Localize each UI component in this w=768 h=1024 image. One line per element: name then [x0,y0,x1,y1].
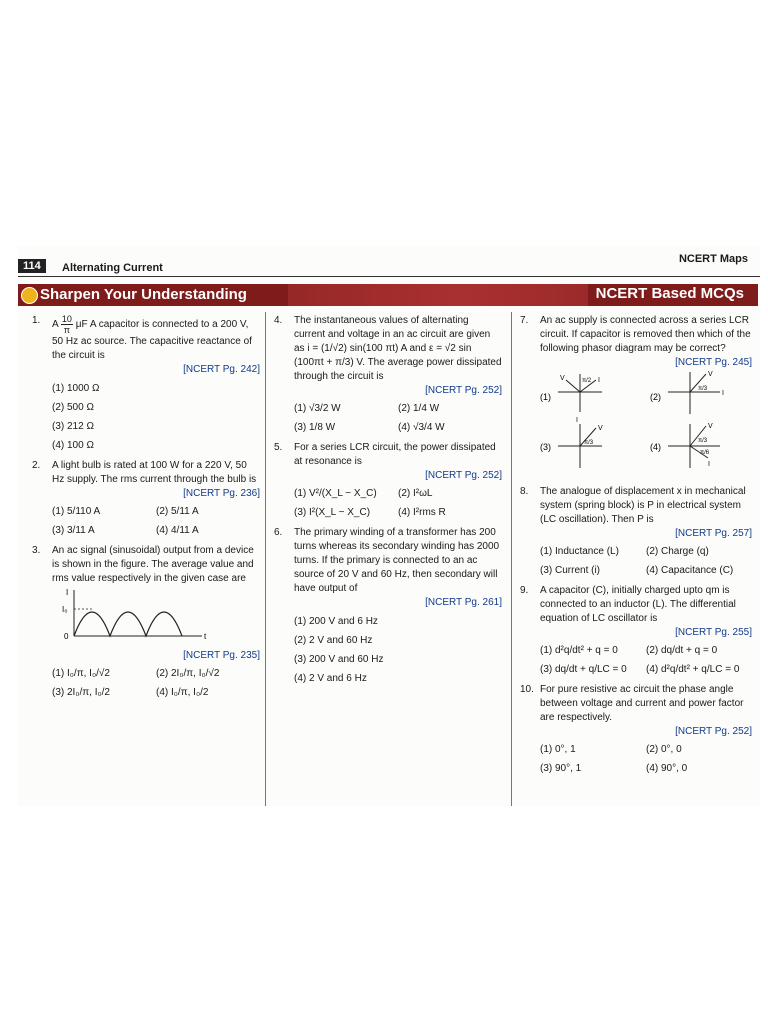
ncert-ref: [NCERT Pg. 252] [425,385,502,396]
options: (1) 0°, 1 (2) 0°, 0 (3) 90°, 1 (4) 90°, 0 [540,744,688,774]
phasor-diagrams [540,370,752,474]
ncert-ref: [NCERT Pg. 257] [675,528,752,539]
svg-text:(4): (4) [650,442,661,452]
svg-text:V: V [598,425,603,432]
question-text: A light bulb is rated at 100 W for a 220 V, 50 Hz supply. The rms current through the bulb is [52,460,257,485]
question-9: 9. A capacitor (C), initially charged upto qm is connected to an inductor (L). The differential equation of LC oscillator is [NCERT Pg. 255] (1) d²q/dt² + q = 0 (2) dq/dt + q = 0 (3) dq/dt + q/LC = 0 (4) d²q/dt² + q/LC = 0 [520,585,752,675]
svg-text:I₀: I₀ [62,605,68,614]
svg-text:I: I [708,461,710,468]
question-7: 7. An ac supply is connected across a series LCR circuit. If capacitor is removed then which of the following phasor diagram may be correct? [NCERT Pg. 245] (1) V I π/2 (2) V I π/3 (3) V I π/3 (4) V I π/3 π/6 [520,314,752,479]
question-3: 3. An ac signal (sinusoidal) output from a device is shown in the figure. The average value and rms value respectively in the given case are I I₀ 0 t [NCERT Pg. 235] (1) I₀/π, I₀/√2 (2) 2I₀/π, I₀/√2 (3) 2I₀/π, I₀/2 (4) I₀/π, I₀/2 [32,545,260,698]
column-divider [511,312,512,806]
q1-cap-prefix: A [52,319,61,331]
page-number: 114 [18,259,46,273]
question-6: 6. The primary winding of a transformer has 200 turns whereas its secondary winding has 2000 turns. If the primary is connected to an ac source of 20 V and 60 Hz, then secondary will have output of [NCERT Pg. 261] (1) 200 V and 6 Hz (2) 2 V and 60 Hz (3) 200 V and 60 Hz (4) 2 V and 6 Hz [274,527,502,684]
svg-text:I: I [598,377,600,384]
svg-text:V: V [560,375,565,382]
svg-text:π/3: π/3 [698,386,708,392]
options: (1) I₀/π, I₀/√2 (2) 2I₀/π, I₀/√2 (3) 2I₀/π, I₀/2 (4) I₀/π, I₀/2 [52,668,220,698]
svg-text:π/3: π/3 [584,440,594,446]
column-1 [32,314,260,706]
book-page [18,246,760,806]
svg-text:(3): (3) [540,442,551,452]
question-text: A capacitor is connected to a 200 V, 50 Hz ac source. The capacitive reactance of the circuit is [52,319,252,361]
question-text: The analogue of displacement x in mechanical system (spring block) is P in electrical system (LC oscillation). Then P is [540,486,746,525]
svg-text:V: V [708,371,713,378]
question-text: An ac signal (sinusoidal) output from a device is shown in the figure. The average value and rms value respectively in the given case are [52,545,254,584]
question-text: The instantaneous values of alternating current and voltage in an ac circuit are given as i = (1/√2) sin(100 πt) A and ε = √2 sin (100πt + π/3) V. The average power dissipated through the circuit is [294,315,502,382]
question-8: 8. The analogue of displacement x in mechanical system (spring block) is P in electrical system (LC oscillation). Then P is [NCERT Pg. 257] (1) Inductance (L) (2) Charge (q) (3) Current (i) (4) Capacitance (C) [520,486,752,576]
svg-text:(1): (1) [540,392,551,402]
svg-text:V: V [708,423,713,430]
question-text: An ac supply is connected across a series LCR circuit. If capacitor is removed then which of the following phasor diagram may be correct? [540,315,751,354]
ncert-ref: [NCERT Pg. 252] [425,470,502,481]
svg-text:π/3: π/3 [698,438,708,444]
svg-text:I: I [722,390,724,397]
question-1: 1. A $\frac{10}{\pi}$ μF A capacitor is connected to a 200 V, 50 Hz ac source. The capacitive reactance of the circuit is [NCERT Pg. 242] (1) 1000 Ω (2) 500 Ω (3) 212 Ω (4) 100 Ω [32,314,260,451]
svg-text:t: t [204,632,207,641]
header-rule [18,276,760,277]
question-4: 4. The instantaneous values of alternating current and voltage in an ac circuit are given as i = (1/√2) sin(100 πt) A and ε = √2 sin (100πt + π/3) V. The average power dissipated through the circuit is [NCERT Pg. 252] (1) √3/2 W (2) 1/4 W (3) 1/8 W (4) √3/4 W [274,315,502,433]
ncert-ref: [NCERT Pg. 252] [675,726,752,737]
options: (1) 5/110 A (2) 5/11 A (3) 3/11 A (4) 4/11 A [52,506,199,536]
running-title: NCERT Maps [678,253,748,265]
q1-cap-fraction: $\frac{10}{\pi}$ [61,314,72,335]
svg-text:(2): (2) [650,392,661,402]
section-banner [18,284,758,306]
chapter-title: Alternating Current [62,262,163,274]
ncert-ref: [NCERT Pg. 235] [183,650,260,661]
banner-left-title: Sharpen Your Understanding [40,286,247,303]
svg-text:π/6: π/6 [700,450,710,456]
question-text: For pure resistive ac circuit the phase angle between voltage and current and power factor are respectively. [540,684,744,723]
column-2 [274,314,502,692]
svg-text:I: I [576,417,578,424]
question-text: For a series LCR circuit, the power dissipated at resonance is [294,442,496,467]
ncert-ref: [NCERT Pg. 261] [425,597,502,608]
options: (1) Inductance (L) (2) Charge (q) (3) Current (i) (4) Capacitance (C) [540,546,734,576]
question-10: 10. For pure resistive ac circuit the phase angle between voltage and current and power factor are respectively. [NCERT Pg. 252] (1) 0°, 1 (2) 0°, 0 (3) 90°, 1 (4) 90°, 0 [520,684,752,774]
ncert-ref: [NCERT Pg. 245] [675,357,752,368]
bulb-icon [21,287,38,304]
question-2: 2. A light bulb is rated at 100 W for a 220 V, 50 Hz supply. The rms current through the bulb is [NCERT Pg. 236] (1) 5/110 A (2) 5/11 A (3) 3/11 A (4) 4/11 A [32,460,260,536]
ac-signal-figure [52,586,212,644]
svg-text:0: 0 [64,632,69,641]
ncert-ref: [NCERT Pg. 242] [183,364,260,375]
column-3 [520,314,752,782]
svg-text:π/2: π/2 [582,378,592,384]
banner-right-title: NCERT Based MCQs [595,285,744,302]
question-text: A capacitor (C), initially charged upto qm is connected to an inductor (L). The differential equation of LC oscillator is [540,585,736,624]
ncert-ref: [NCERT Pg. 236] [183,488,260,499]
ncert-ref: [NCERT Pg. 255] [675,627,752,638]
column-divider [265,312,266,806]
question-text: The primary winding of a transformer has 200 turns whereas its secondary winding has 2000 turns. If the primary is connected to an ac source of 20 V and 60 Hz, then secondary will have output of [294,527,500,594]
question-5: 5. For a series LCR circuit, the power dissipated at resonance is [NCERT Pg. 252] (1) V²/(X_L − X_C) (2) I²ωL (3) I²(X_L − X_C) (4) I²rms R [274,442,502,518]
svg-text:I: I [66,588,69,597]
options: (1) √3/2 W (2) 1/4 W (3) 1/8 W (4) √3/4 W [294,403,445,433]
options: (1) V²/(X_L − X_C) (2) I²ωL (3) I²(X_L − X_C) (4) I²rms R [294,488,446,518]
options: (1) d²q/dt² + q = 0 (2) dq/dt + q = 0 (3) dq/dt + q/LC = 0 (4) d²q/dt² + q/LC = 0 [540,645,740,675]
